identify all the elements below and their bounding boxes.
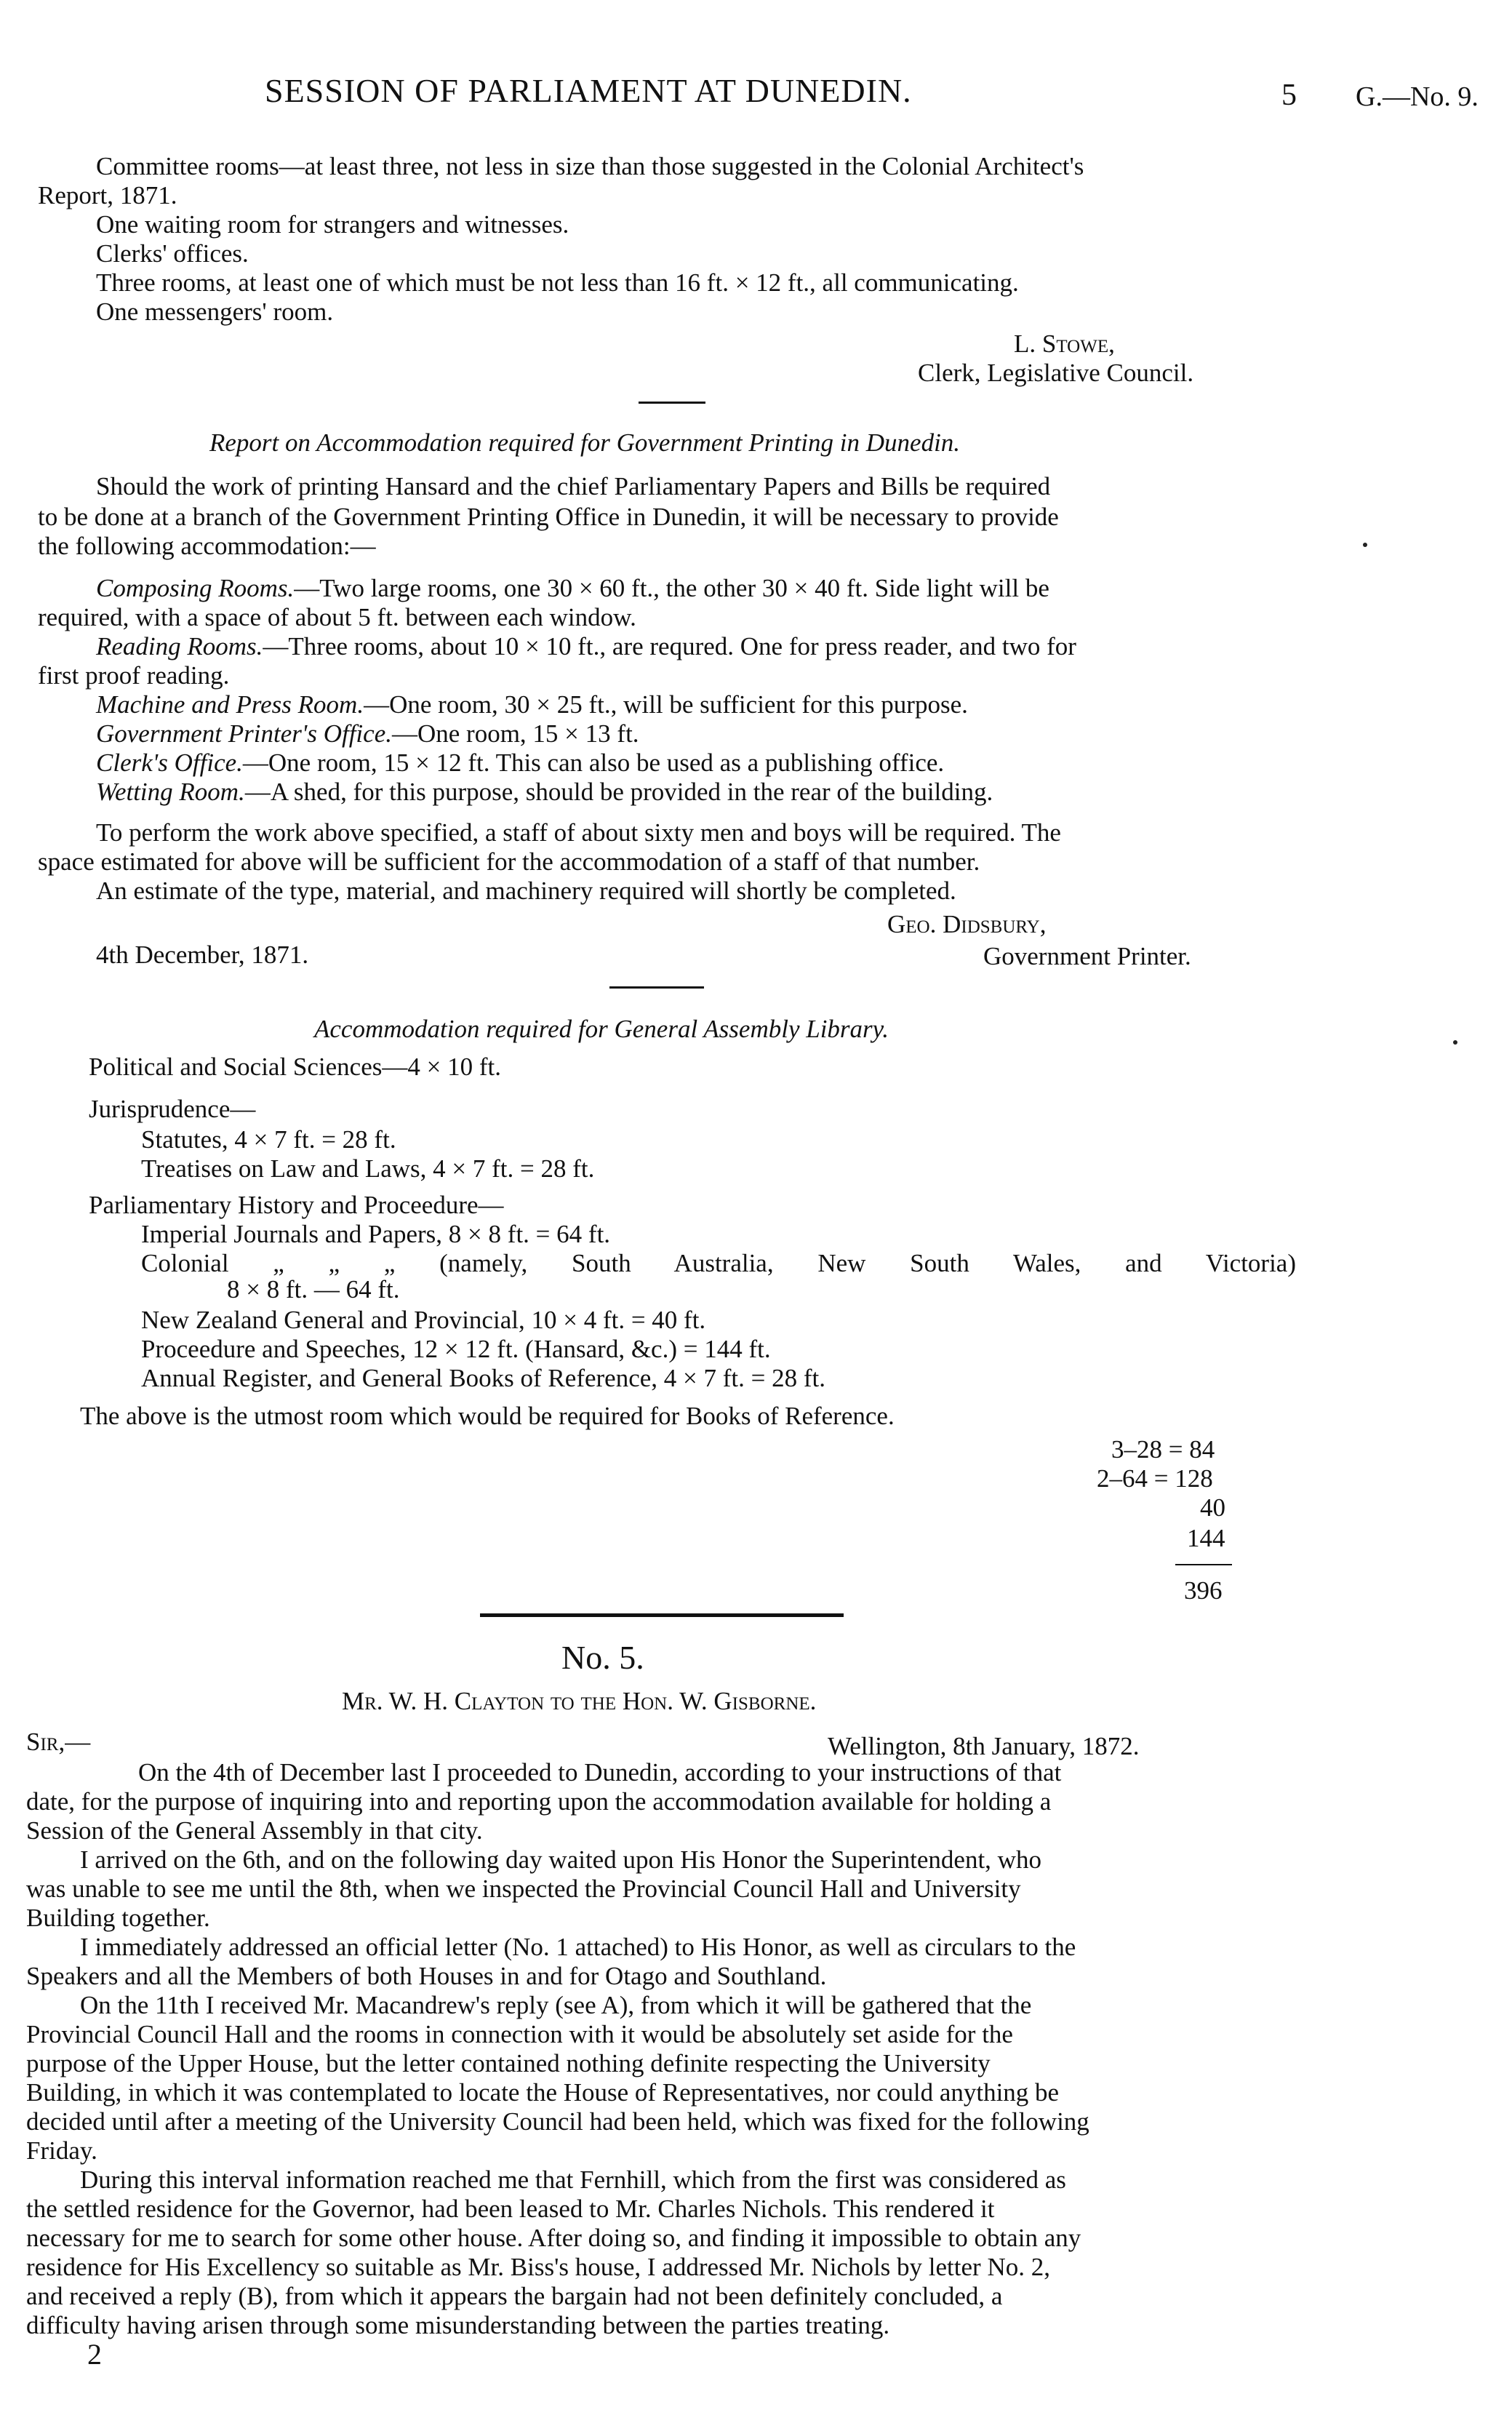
text-line xyxy=(96,573,1049,604)
body-line: I immediately addressed an official letter (No. 1 attached) to His Honor, as well as circulars to the xyxy=(80,1933,1076,1961)
body-line: Building, in which it was contemplated to locate the House of Representatives, nor could anything be xyxy=(26,2078,1060,2107)
sum-line: 144 xyxy=(1187,1524,1225,1552)
item-label: Composing Rooms. xyxy=(96,574,295,602)
body-line: Building together. xyxy=(26,1904,210,1932)
body-line: purpose of the Upper House, but the letter contained nothing definite respecting the University xyxy=(26,2049,991,2077)
body-line: and received a reply (B), from which it appears the bargain had not been definitely concluded, a xyxy=(26,2282,1003,2310)
text-line: Should the work of printing Hansard and the chief Parliamentary Papers and Bills be required xyxy=(96,472,1051,500)
item-text: —One room, 15 × 12 ft. This can also be used as a publishing office. xyxy=(242,749,945,777)
body-line: Provincial Council Hall and the rooms in connection with it would be absolutely set aside for the xyxy=(26,2020,1013,2048)
text-line: Proceedure and Speeches, 12 × 12 ft. (Hansard, &c.) = 144 ft. xyxy=(141,1335,771,1363)
salutation: Sir,— xyxy=(26,1728,91,1756)
letter-subheading: Mr. W. H. Clayton to the Hon. W. Gisborne. xyxy=(342,1687,817,1715)
item-text: —A shed, for this purpose, should be provided in the rear of the building. xyxy=(244,778,993,806)
text-line: to be done at a branch of the Government Printing Office in Dunedin, it will be necessary to provide xyxy=(38,503,1059,531)
sum-total: 396 xyxy=(1184,1576,1223,1605)
body-line: difficulty having arisen through some misunderstanding between the parties treating. xyxy=(26,2311,890,2339)
signature-mark: 2 xyxy=(87,2338,102,2371)
signature-title: Government Printer. xyxy=(983,942,1191,970)
body-line: residence for His Excellency so suitable as Mr. Biss's house, I addressed Mr. Nichols by letter No. 2, xyxy=(26,2253,1050,2281)
item-label: Reading Rooms. xyxy=(96,632,263,660)
body-line: I arrived on the 6th, and on the following day waited upon His Honor the Superintendent, who xyxy=(80,1845,1041,1874)
body-line: date, for the purpose of inquiring into and reporting upon the accommodation available for holding a xyxy=(26,1787,1052,1816)
text-line: required, with a space of about 5 ft. between each window. xyxy=(38,603,636,631)
signature-name: Geo. Didsbury, xyxy=(887,910,1047,938)
text-line: An estimate of the type, material, and machinery required will shortly be completed. xyxy=(96,877,956,905)
text-line: Statutes, 4 × 7 ft. = 28 ft. xyxy=(141,1125,396,1154)
text-line: Jurisprudence— xyxy=(89,1095,256,1123)
text-line xyxy=(96,777,993,807)
text-line xyxy=(96,719,639,749)
text-line: One messengers' room. xyxy=(96,298,334,326)
text-line: 8 × 8 ft. — 64 ft. xyxy=(227,1275,400,1304)
place-date: Wellington, 8th January, 1872. xyxy=(828,1732,1140,1760)
body-line: the settled residence for the Governor, had been leased to Mr. Charles Nichols. This rendered it xyxy=(26,2195,995,2223)
body-line: Session of the General Assembly in that city. xyxy=(26,1816,483,1845)
colonial-line: Colonial „ „ „ (namely, South Australia, New South Wales, and Victoria) xyxy=(141,1249,1296,1277)
item-text: —One room, 30 × 25 ft., will be sufficient for this purpose. xyxy=(364,690,968,719)
text-line: Committee rooms—at least three, not less in size than those suggested in the Colonial Architect's xyxy=(96,152,1084,180)
body-line: During this interval information reached me that Fernhill, which from the first was considered as xyxy=(80,2165,1066,2194)
section-heading: Accommodation required for General Assembly Library. xyxy=(314,1015,889,1043)
text-line: Clerks' offices. xyxy=(96,239,249,268)
body-line: On the 11th I received Mr. Macandrew's reply (see A), from which it will be gathered that the xyxy=(80,1991,1032,2019)
text-line: Treatises on Law and Laws, 4 × 7 ft. = 28 ft. xyxy=(141,1154,595,1183)
body-line: On the 4th of December last I proceeded to Dunedin, according to your instructions of that xyxy=(138,1758,1062,1787)
sum-rule xyxy=(1175,1564,1232,1565)
item-text: —One room, 15 × 13 ft. xyxy=(391,719,639,748)
text-line: Political and Social Sciences—4 × 10 ft. xyxy=(89,1053,501,1081)
text-line: The above is the utmost room which would be required for Books of Reference. xyxy=(80,1402,895,1430)
section-heading: Report on Accommodation required for Government Printing in Dunedin. xyxy=(209,428,961,457)
text-line: Report, 1871. xyxy=(38,181,177,209)
text-line xyxy=(96,690,968,720)
text-line: the following accommodation:— xyxy=(38,532,376,560)
ink-speck xyxy=(1363,543,1367,547)
sum-line: 40 xyxy=(1200,1493,1225,1522)
text-line xyxy=(96,748,944,778)
text-line: first proof reading. xyxy=(38,661,230,690)
letter-number: No. 5. xyxy=(561,1639,644,1676)
text-line xyxy=(96,631,1076,662)
page-header-title: SESSION OF PARLIAMENT AT DUNEDIN. xyxy=(265,72,912,109)
signature-title: Clerk, Legislative Council. xyxy=(918,359,1194,387)
body-line: was unable to see me until the 8th, when we inspected the Provincial Council Hall and University xyxy=(26,1875,1021,1903)
text-line: space estimated for above will be sufficient for the accommodation of a staff of that number. xyxy=(38,847,980,876)
text-line: Annual Register, and General Books of Reference, 4 × 7 ft. = 28 ft. xyxy=(141,1364,826,1392)
body-line: necessary for me to search for some other house. After doing so, and finding it impossible to obtain any xyxy=(26,2224,1081,2252)
item-text: —Three rooms, about 10 × 10 ft., are requred. One for press reader, and two for xyxy=(263,632,1076,660)
page-number: 5 xyxy=(1281,79,1297,112)
sum-line: 2–64 = 128 xyxy=(1097,1464,1213,1493)
item-label: Government Printer's Office. xyxy=(96,719,392,748)
ink-speck xyxy=(1453,1040,1457,1045)
item-label: Wetting Room. xyxy=(96,778,245,806)
sum-line: 3–28 = 84 xyxy=(1111,1435,1215,1464)
section-divider xyxy=(609,986,704,989)
signature-name: L. Stowe, xyxy=(1014,330,1115,358)
body-line: Speakers and all the Members of both Houses in and for Otago and Southland. xyxy=(26,1962,827,1990)
item-text: —Two large rooms, one 30 × 60 ft., the other 30 × 40 ft. Side light will be xyxy=(294,574,1049,602)
date: 4th December, 1871. xyxy=(96,941,309,969)
text-line: Three rooms, at least one of which must be not less than 16 ft. × 12 ft., all communicating. xyxy=(96,268,1019,297)
text-line: To perform the work above specified, a staff of about sixty men and boys will be required. The xyxy=(96,818,1061,847)
text-line: Imperial Journals and Papers, 8 × 8 ft. = 64 ft. xyxy=(141,1220,611,1248)
text-line: New Zealand General and Provincial, 10 × 4 ft. = 40 ft. xyxy=(141,1306,706,1334)
series-number: G.—No. 9. xyxy=(1356,81,1479,112)
section-divider xyxy=(480,1613,844,1617)
body-line: Friday. xyxy=(26,2136,97,2165)
text-line: Parliamentary History and Proceedure— xyxy=(89,1191,504,1219)
body-line: decided until after a meeting of the University Council had been held, which was fixed for the following xyxy=(26,2107,1089,2136)
item-label: Machine and Press Room. xyxy=(96,690,364,719)
text-line: One waiting room for strangers and witnesses. xyxy=(96,210,569,239)
section-divider xyxy=(639,402,705,404)
item-label: Clerk's Office. xyxy=(96,749,243,777)
